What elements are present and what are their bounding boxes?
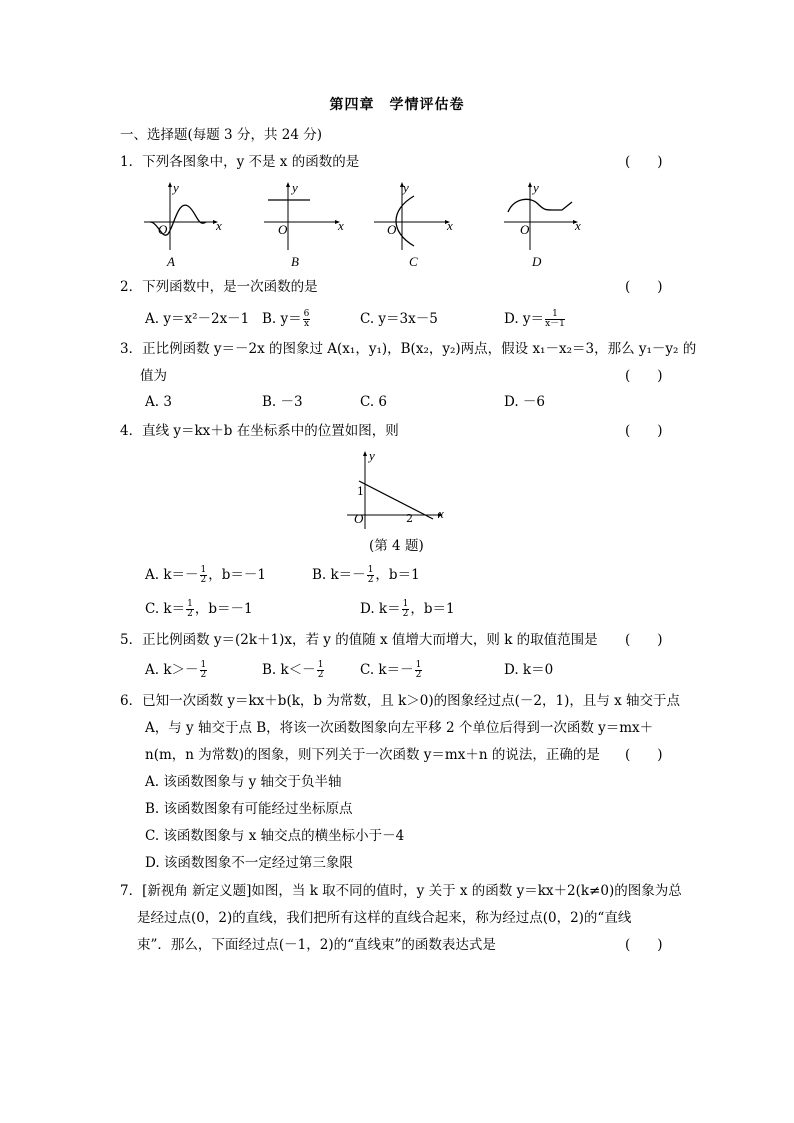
- question-7-line1: 7．[新视角 新定义题]如图，当 k 取不同的值时，y 关于 x 的函数 y＝kx＋2(k≠0)的图象为总: [120, 883, 682, 899]
- graph-d-label: D: [532, 254, 542, 269]
- graph-a-y-label: y: [173, 180, 179, 195]
- graph-b-origin: O: [278, 222, 288, 237]
- q6-option-d[interactable]: D. 该函数图象不一定经过第三象限: [145, 855, 353, 871]
- graph-c-label: C: [409, 254, 418, 269]
- page-title: 第四章 学情评估卷: [329, 97, 465, 113]
- answer-paren-6[interactable]: ( ): [625, 747, 663, 763]
- graph-d-y-label: y: [533, 180, 539, 195]
- q2-option-a[interactable]: A. y＝x²－2x－1: [145, 311, 250, 327]
- answer-paren-5[interactable]: ( ): [625, 632, 663, 648]
- graph-c-x-label: x: [447, 218, 453, 233]
- q5-option-a[interactable]: A. k＞－ $\frac{1}{2}$: [145, 660, 207, 680]
- q5-option-d[interactable]: D. k＝0: [504, 662, 554, 678]
- q4-tick-x: 2: [406, 512, 413, 525]
- question-3-stem-line2: 值为: [140, 368, 167, 384]
- question-7-line2: 是经过点(0，2)的直线，我们把所有这样的直线合起来，称为经过点(0，2)的“直线: [137, 910, 632, 926]
- q4-x-label: x: [438, 506, 444, 521]
- graph-d-x-label: x: [575, 218, 581, 233]
- q4-option-a[interactable]: A. k＝－ $\frac{1}{2}$ ，b＝－1: [145, 565, 266, 585]
- q3-option-a[interactable]: A. 3: [145, 394, 172, 410]
- question-2-stem: 2．下列函数中，是一次函数的是: [120, 279, 318, 295]
- q5-option-c[interactable]: C. k＝－ $\frac{1}{2}$: [360, 660, 422, 680]
- question-6-line2: A，与 y 轴交于点 B，将该一次函数图象向左平移 2 个单位后得到一次函数 y＝mx＋: [145, 720, 654, 736]
- graph-d-origin: O: [520, 222, 530, 237]
- graph-c-y-label: y: [403, 180, 409, 195]
- q2-option-d[interactable]: D. y＝ $\frac{1}{x-1}$: [504, 309, 565, 329]
- question-3-stem-line1: 3．正比例函数 y＝－2x 的图象过 A(x₁，y₁)，B(x₂，y₂)两点，假设 x₁－x₂＝3，那么 y₁－y₂ 的: [120, 341, 697, 357]
- question-5-stem: 5．正比例函数 y＝(2k＋1)x，若 y 的值随 x 值增大而增大，则 k 的取值范围是: [120, 632, 598, 648]
- q4-option-c[interactable]: C. k＝ $\frac{1}{2}$ ，b＝－1: [145, 599, 253, 619]
- answer-paren-7[interactable]: ( ): [625, 937, 663, 953]
- q4-origin: O: [354, 511, 364, 526]
- answer-paren-1[interactable]: ( ): [625, 154, 663, 170]
- graph-a-label: A: [167, 254, 175, 269]
- graph-b-x-label: x: [338, 218, 344, 233]
- question-6-line3: n(m，n 为常数)的图象，则下列关于一次函数 y＝mx＋n 的说法，正确的是: [145, 747, 600, 763]
- q4-option-b[interactable]: B. k＝－ $\frac{1}{2}$ ，b＝1: [312, 565, 420, 585]
- graph-b-y-label: y: [292, 180, 298, 195]
- q3-option-d[interactable]: D. －6: [504, 394, 546, 410]
- section-heading: 一、选择题(每题 3 分，共 24 分): [120, 127, 322, 143]
- q6-option-a[interactable]: A. 该函数图象与 y 轴交于负半轴: [145, 774, 342, 790]
- question-7-line3: 束”．那么，下面经过点(－1，2)的“直线束”的函数表达式是: [137, 937, 496, 953]
- q3-option-c[interactable]: C. 6: [360, 394, 388, 410]
- answer-paren-3[interactable]: ( ): [625, 368, 663, 384]
- q2-option-b[interactable]: B. y＝ $\frac{6}{x}$: [262, 309, 310, 329]
- q5-option-b[interactable]: B. k＜－ $\frac{1}{2}$: [262, 660, 324, 680]
- question-6-line1: 6．已知一次函数 y＝kx＋b(k，b 为常数，且 k＞0)的图象经过点(－2，1)，且与 x 轴交于点: [120, 693, 681, 709]
- q4-option-d[interactable]: D. k＝ $\frac{1}{2}$ ，b＝1: [360, 599, 455, 619]
- graph-a-origin: O: [158, 222, 168, 237]
- q4-caption: (第 4 题): [369, 538, 424, 554]
- answer-paren-2[interactable]: ( ): [625, 279, 663, 295]
- graph-c-origin: O: [387, 222, 397, 237]
- q2-option-c[interactable]: C. y＝3x－5: [360, 311, 438, 327]
- q6-option-b[interactable]: B. 该函数图象有可能经过坐标原点: [145, 801, 353, 817]
- question-4-stem: 4．直线 y＝kx＋b 在坐标系中的位置如图，则: [120, 423, 399, 439]
- graph-a-x-label: x: [216, 218, 222, 233]
- answer-paren-4[interactable]: ( ): [625, 423, 663, 439]
- graph-b: [260, 180, 350, 255]
- q4-y-label: y: [369, 448, 375, 463]
- q4-tick-y: 1: [357, 485, 364, 498]
- q6-option-c[interactable]: C. 该函数图象与 x 轴交点的横坐标小于－4: [145, 828, 405, 844]
- graph-b-label: B: [291, 254, 299, 269]
- q3-option-b[interactable]: B. －3: [262, 394, 303, 410]
- question-1-stem: 1．下列各图象中，y 不是 x 的函数的是: [120, 154, 360, 170]
